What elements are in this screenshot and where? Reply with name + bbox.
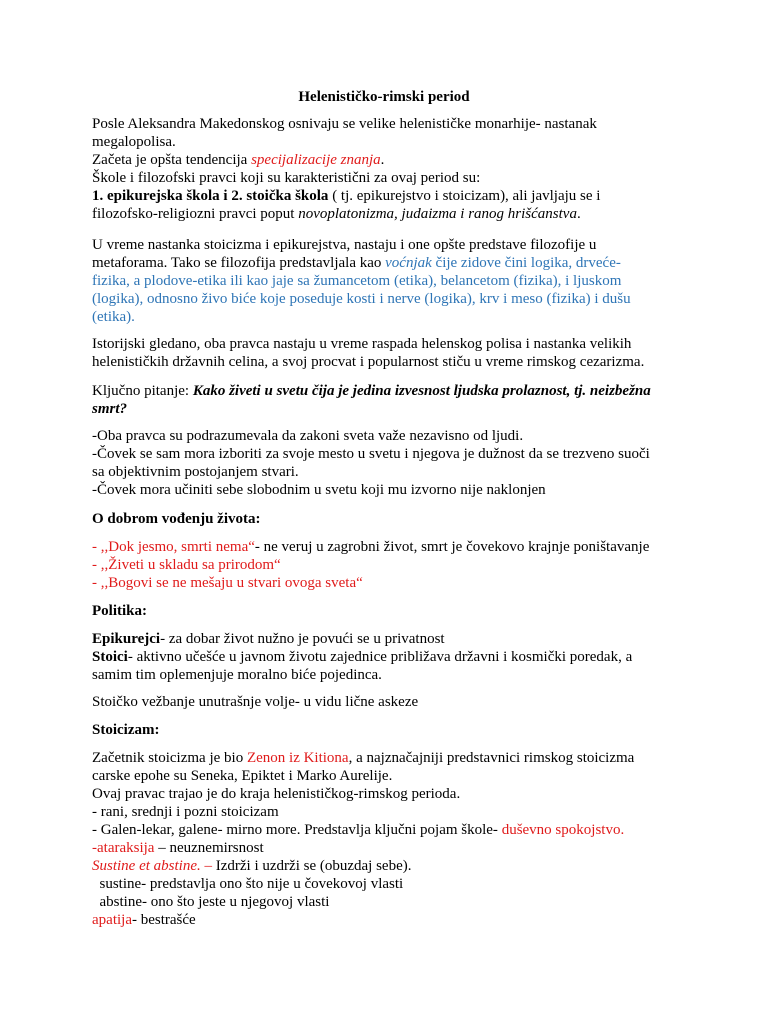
point-line-2: -Čovek se sam mora izboriti za svoje mesto u svetu i njegova je dužnost da se trezveno suoči [92, 446, 650, 462]
politics-line-2: Stoici- aktivno učešće u javnom životu zajednice približava državni i kosmički poredak, a [92, 649, 633, 665]
point-line-1: -Oba pravca su podrazumevala da zakoni sveta važe nezavisno od ljudi. [92, 428, 524, 444]
good-life-quote-3: - ,,Bogovi se ne mešaju u stvari ovoga sveta“ [92, 575, 363, 591]
stoicism-line-6: -ataraksija – neuznemirsnost [92, 840, 264, 856]
metaphor-line-3: fizika, a plodove-etika ili kao jaje sa žumancetom (etika), belancetom (fizika), i ljuskom [92, 273, 622, 289]
intro-line-5: 1. epikurejska škola i 2. stoička škola ( tj. epikurejstvo i stoicizam), ali javljaju se i [92, 188, 601, 204]
stoicism-line-7: Sustine et abstine. – Izdrži i uzdrži se (obuzdaj sebe). [92, 858, 412, 874]
metaphor-line-4: (logika), odnosno živo biće koje poseduje kosti i nerve (logika), krv i meso (fizika) i dušu [92, 291, 631, 307]
highlight-zenon: Zenon iz Kitiona [246, 750, 349, 766]
point-line-4: -Čovek mora učiniti sebe slobodnim u svetu koji mu izvorno nije naklonjen [92, 482, 546, 498]
good-life-quote-1: - ,,Dok jesmo, smrti nema“- ne veruj u zagrobni život, smrt je čovekovo krajnje poništavanje [92, 539, 650, 555]
history-line-2: helenističkih državnih celina, a svoj procvat i popularnost stiču u vreme rimskog cezarizma. [92, 354, 645, 370]
intro-line-4: Škole i filozofski pravci koji su karakteristični za ovaj period su: [92, 170, 481, 186]
stoicism-line-8: sustine- predstavlja ono što nije u čovekovoj vlasti [92, 876, 404, 892]
question-line-2: smrt? [92, 401, 128, 417]
metaphor-line-2: metaforama. Tako se filozofija predstavljala kao voćnjak čije zidove čini logika, drveće- [92, 255, 621, 271]
metaphor-line-1: U vreme nastanka stoicizma i epikurejstva, nastaju i one opšte predstave filozofije u [92, 237, 597, 253]
stoicism-line-4: - rani, srednji i pozni stoicizam [92, 804, 279, 820]
stoicism-line-1: Začetnik stoicizma je bio Zenon iz Kitiona, a najznačajniji predstavnici rimskog stoicizma [92, 750, 635, 766]
stoicism-line-2: carske epohe su Seneka, Epiktet i Marko Aurelije. [92, 768, 393, 784]
highlight-orchard: voćnjak [385, 255, 432, 271]
question-line-1: Ključno pitanje: Kako živeti u svetu čija je jedina izvesnost ljudska prolaznost, tj. neizbežna [92, 383, 651, 399]
politics-line-1: Epikurejci- za dobar život nužno je povući se u privatnost [92, 631, 445, 647]
politics-line-4: Stoičko vežbanje unutrašnje volje- u vidu lične askeze [92, 694, 419, 710]
highlight-specialization: specijalizacije znanja [251, 152, 381, 168]
document-title: Helenističko-rimski period [298, 89, 470, 105]
metaphor-line-5: (etika). [92, 309, 135, 325]
politics-line-3: samim tim oplemenjuje moralno biće pojedinca. [92, 667, 382, 683]
intro-line-3: Začeta je opšta tendencija specijalizacije znanja. [92, 152, 385, 168]
point-line-3: sa objektivnim postojanjem stvari. [92, 464, 299, 480]
stoicism-line-10: apatija- bestrašće [92, 912, 196, 928]
stoicism-line-3: Ovaj pravac trajao je do kraja helenističkog-rimskog perioda. [92, 786, 461, 802]
good-life-quote-2: - ,,Živeti u skladu sa prirodom“ [92, 557, 281, 573]
stoicism-line-5: - Galen-lekar, galene- mirno more. Predstavlja ključni pojam škole- duševno spokojstvo. [92, 822, 625, 838]
stoicism-heading: Stoicizam: [92, 722, 160, 738]
intro-line-1: Posle Aleksandra Makedonskog osnivaju se velike helenističke monarhije- nastanak [92, 116, 597, 132]
intro-line-6: filozofsko-religiozni pravci poput novoplatonizma, judaizma i ranog hrišćanstva. [92, 206, 581, 222]
highlight-spokojstvo: duševno spokojstvo. [501, 822, 625, 838]
stoicism-line-9: abstine- ono što jeste u njegovoj vlasti [92, 894, 330, 910]
politics-heading: Politika: [92, 603, 147, 619]
good-life-heading: O dobrom vođenju života: [92, 511, 261, 527]
intro-line-2: megalopolisa. [92, 134, 176, 150]
history-line-1: Istorijski gledano, oba pravca nastaju u vreme raspada helenskog polisa i nastanka velikih [92, 336, 632, 352]
